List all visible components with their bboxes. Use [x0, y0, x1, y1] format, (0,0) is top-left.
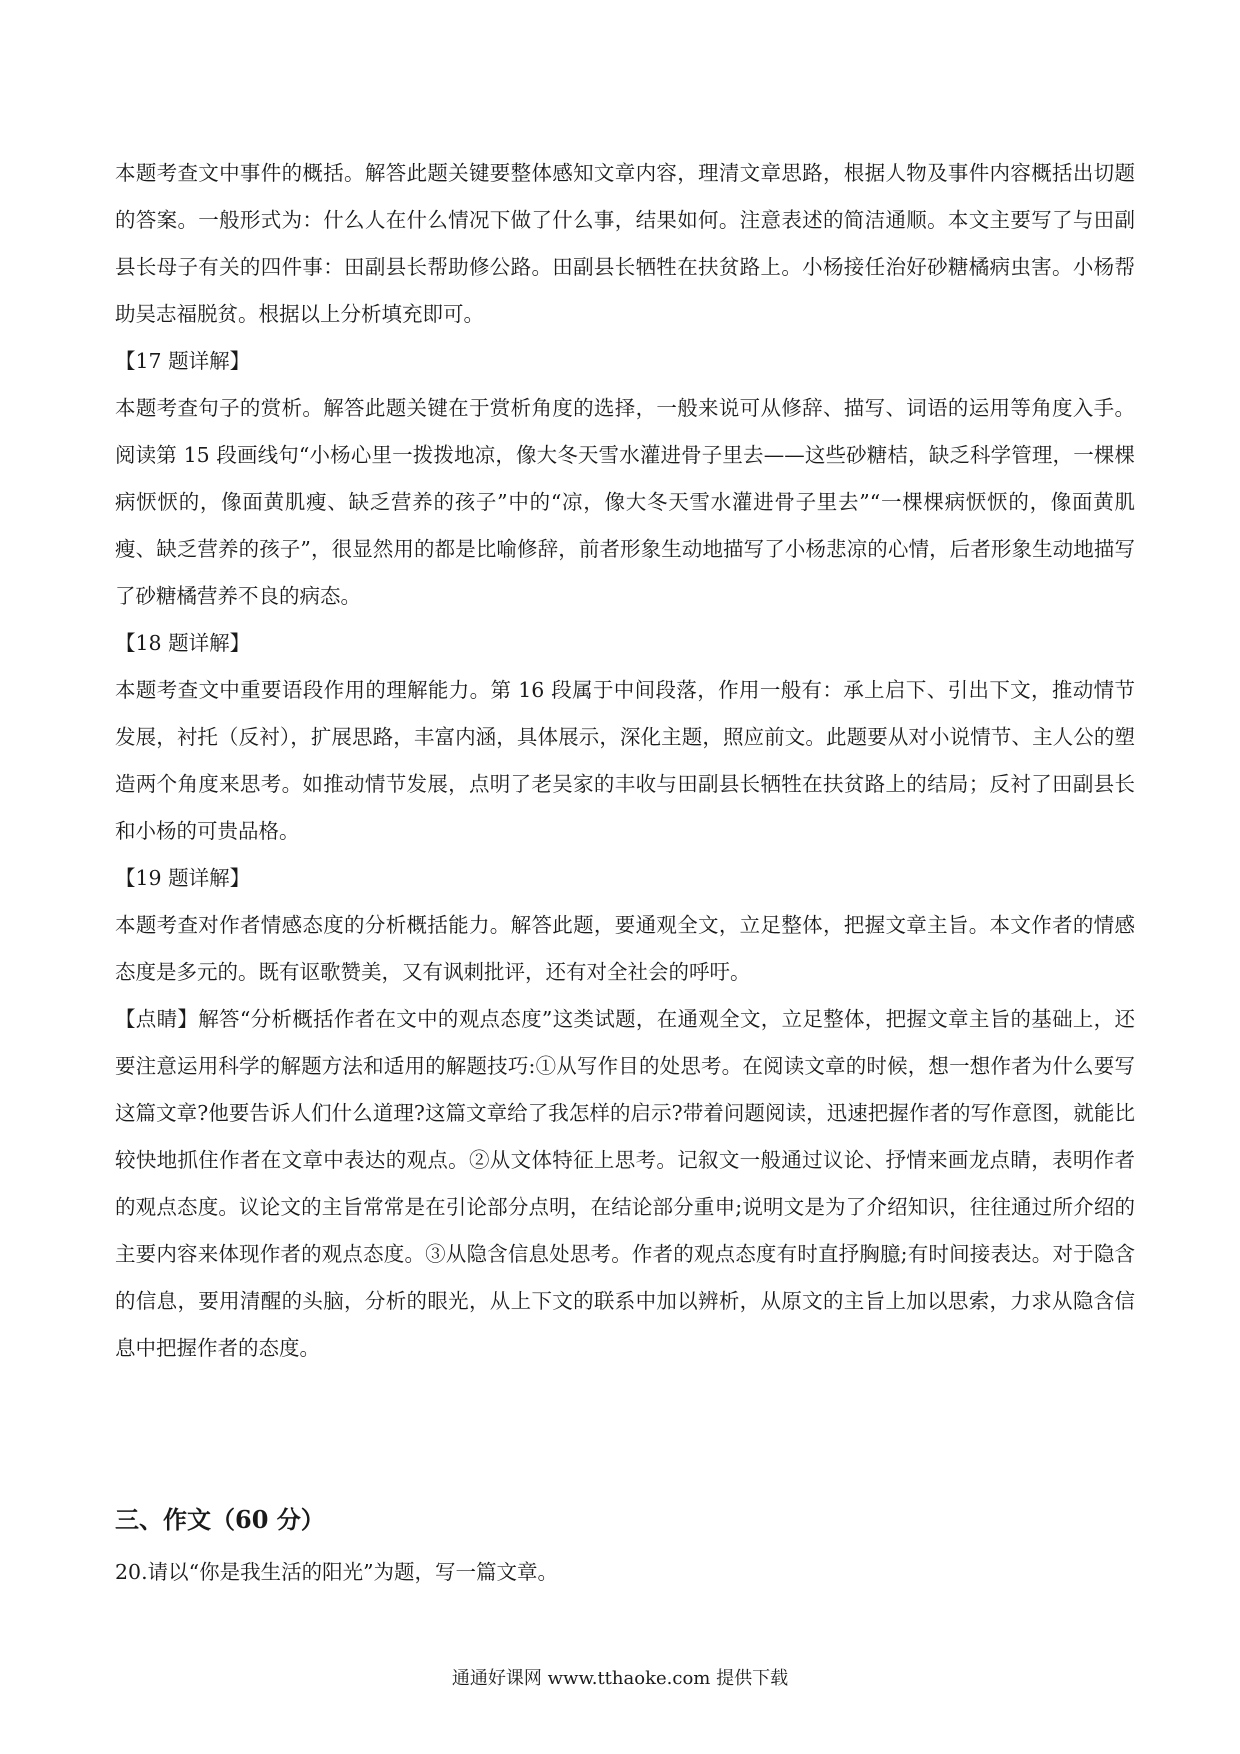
- paragraph-16-analysis: 本题考查文中事件的概括。解答此题关键要整体感知文章内容，理清文章思路，根据人物及事件内容概括出切题的答案。一般形式为：什么人在什么情况下做了什么事，结果如何。注意表述的简洁通顺。本文主要写了与田副县长母子有关的四件事：田副县长帮助修公路。田副县长牺牲在扶贫路上。小杨接任治好砂糖橘病虫害。小杨帮助吴志福脱贫。根据以上分析填充即可。: [115, 161, 1135, 326]
- page-footer: 通通好课网 www.tthaoke.com 提供下载: [451, 1668, 789, 1689]
- paragraph-tips: 【点睛】解答“分析概括作者在文中的观点态度”这类试题，在通观全文，立足整体，把握文章主旨的基础上，还要注意运用科学的解题方法和适用的解题技巧:①从写作目的处思考。在阅读文章的时候，想一想作者为什么要写这篇文章?他要告诉人们什么道理?这篇文章给了我怎样的启示?带着问题阅读，迅速把握作者的写作意图，就能比较快地抓住作者在文章中表达的观点。②从文体特征上思考。记叙文一般通过议论、抒情来画龙点睛，表明作者的观点态度。议论文的主旨常常是在引论部分点明，在结论部分重申;说明文是为了介绍知识，往往通过所介绍的主要内容来体现作者的观点态度。③从隐含信息处思考。作者的观点态度有时直抒胸臆;有时间接表达。对于隐含的信息，要用清醒的头脑，分析的眼光，从上下文的联系中加以辨析，从原文的主旨上加以思索，力求从隐含信息中把握作者的态度。: [115, 1007, 1135, 1360]
- paragraph-18-analysis: 本题考查文中重要语段作用的理解能力。第 16 段属于中间段落，作用一般有：承上启下、引出下文，推动情节发展，衬托（反衬），扩展思路，丰富内涵，具体展示，深化主题，照应前文。此题要从对小说情节、主人公的塑造两个角度来思考。如推动情节发展，点明了老吴家的丰收与田副县长牺牲在扶贫路上的结局；反衬了田副县长和小杨的可贵品格。: [115, 678, 1135, 843]
- heading-19: 【19 题详解】: [115, 866, 251, 890]
- paragraph-19-analysis: 本题考查对作者情感态度的分析概括能力。解答此题，要通观全文，立足整体，把握文章主旨。本文作者的情感态度是多元的。既有讴歌赞美，又有讽刺批评，还有对全社会的呼吁。: [115, 913, 1135, 984]
- heading-18: 【18 题详解】: [115, 631, 251, 655]
- paragraph-17-analysis: 本题考查句子的赏析。解答此题关键在于赏析角度的选择，一般来说可从修辞、描写、词语的运用等角度入手。阅读第 15 段画线句“小杨心里一拨拨地凉，像大冬天雪水灌进骨子里去——这些砂糖桔，缺乏科学管理，一棵棵病恹恹的，像面黄肌瘦、缺乏营养的孩子”中的“凉，像大冬天雪水灌进骨子里去”“一棵棵病恹恹的，像面黄肌瘦、缺乏营养的孩子”，很显然用的都是比喻修辞，前者形象生动地描写了小杨悲凉的心情，后者形象生动地描写了砂糖橘营养不良的病态。: [115, 396, 1135, 608]
- section-title-composition: 三、作文（60 分）: [115, 1505, 325, 1534]
- heading-17: 【17 题详解】: [115, 349, 251, 373]
- composition-prompt: 20.请以“你是我生活的阳光”为题，写一篇文章。: [115, 1560, 559, 1584]
- analysis-content: [115, 150, 1135, 1372]
